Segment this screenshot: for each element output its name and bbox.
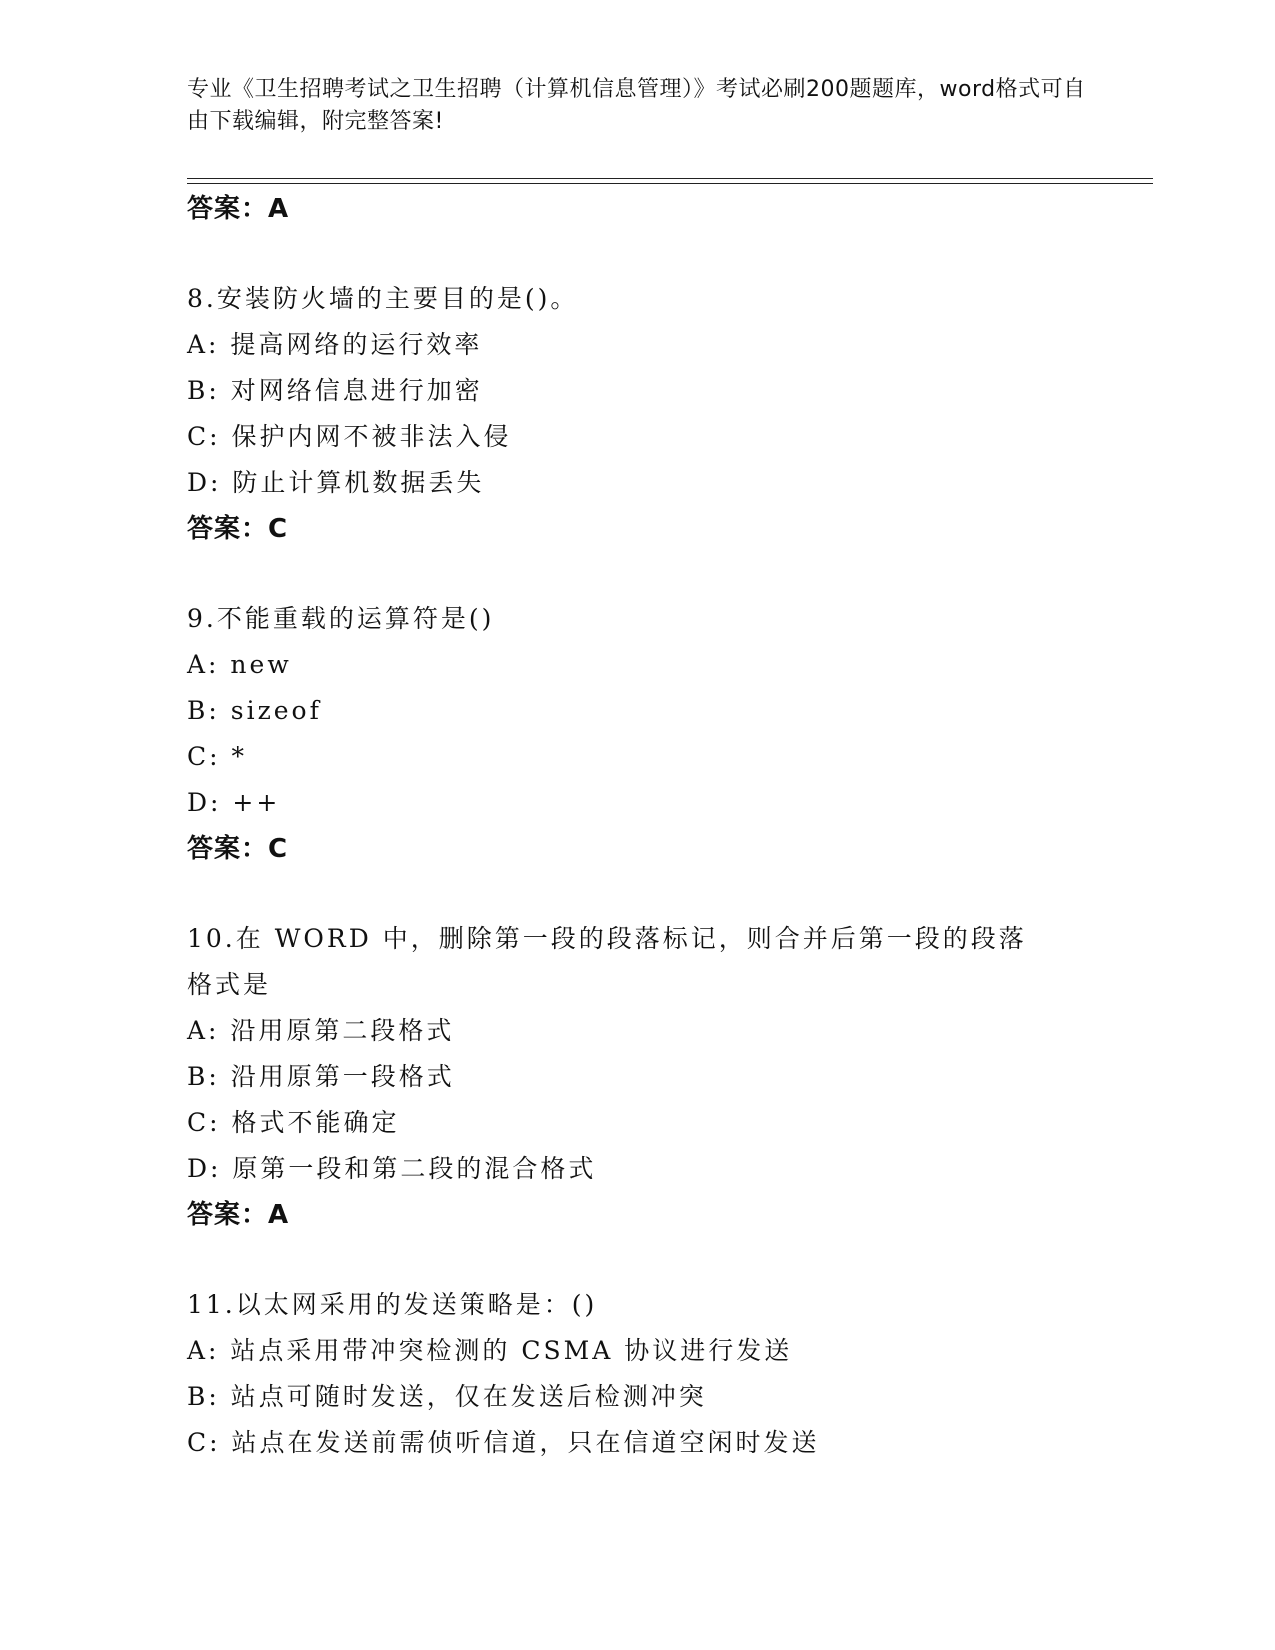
question-block [187, 1282, 1087, 1466]
question-block [187, 596, 1087, 872]
option-a: A: new [187, 650, 292, 679]
question-text: 11.以太网采用的发送策略是：() [187, 1290, 598, 1319]
answer: 答案：A [187, 1200, 290, 1230]
option-d: D: 防止计算机数据丢失 [187, 468, 485, 497]
option-d: D: 原第一段和第二段的混合格式 [187, 1154, 597, 1183]
previous-answer: 答案：A [187, 194, 290, 224]
option-c: C: * [187, 742, 247, 771]
header-divider [187, 178, 1153, 184]
question-block [187, 916, 1087, 1238]
option-d: D: ++ [187, 788, 281, 817]
option-c: C: 格式不能确定 [187, 1108, 400, 1137]
answer: 答案：C [187, 834, 289, 864]
page-header: 专业《卫生招聘考试之卫生招聘（计算机信息管理）》考试必刷200题题库，word格式可自由下载编辑，附完整答案! [187, 77, 1086, 134]
question-text: 9.不能重载的运算符是() [187, 604, 495, 633]
option-b: B: sizeof [187, 696, 322, 725]
answer: 答案：C [187, 514, 289, 544]
option-b: B: 站点可随时发送，仅在发送后检测冲突 [187, 1382, 707, 1411]
document-body [187, 186, 1087, 1466]
question-text: 10.在 WORD 中，删除第一段的段落标记，则合并后第一段的段落格式是 [187, 924, 1027, 999]
option-c: C: 保护内网不被非法入侵 [187, 422, 512, 451]
option-a: A: 沿用原第二段格式 [187, 1016, 455, 1045]
option-c: C: 站点在发送前需侦听信道，只在信道空闲时发送 [187, 1428, 820, 1457]
option-a: A: 提高网络的运行效率 [187, 330, 483, 359]
question-block [187, 276, 1087, 552]
option-b: B: 沿用原第一段格式 [187, 1062, 455, 1091]
option-a: A: 站点采用带冲突检测的 CSMA 协议进行发送 [187, 1336, 793, 1365]
question-text: 8.安装防火墙的主要目的是()。 [187, 284, 579, 313]
option-b: B: 对网络信息进行加密 [187, 376, 483, 405]
